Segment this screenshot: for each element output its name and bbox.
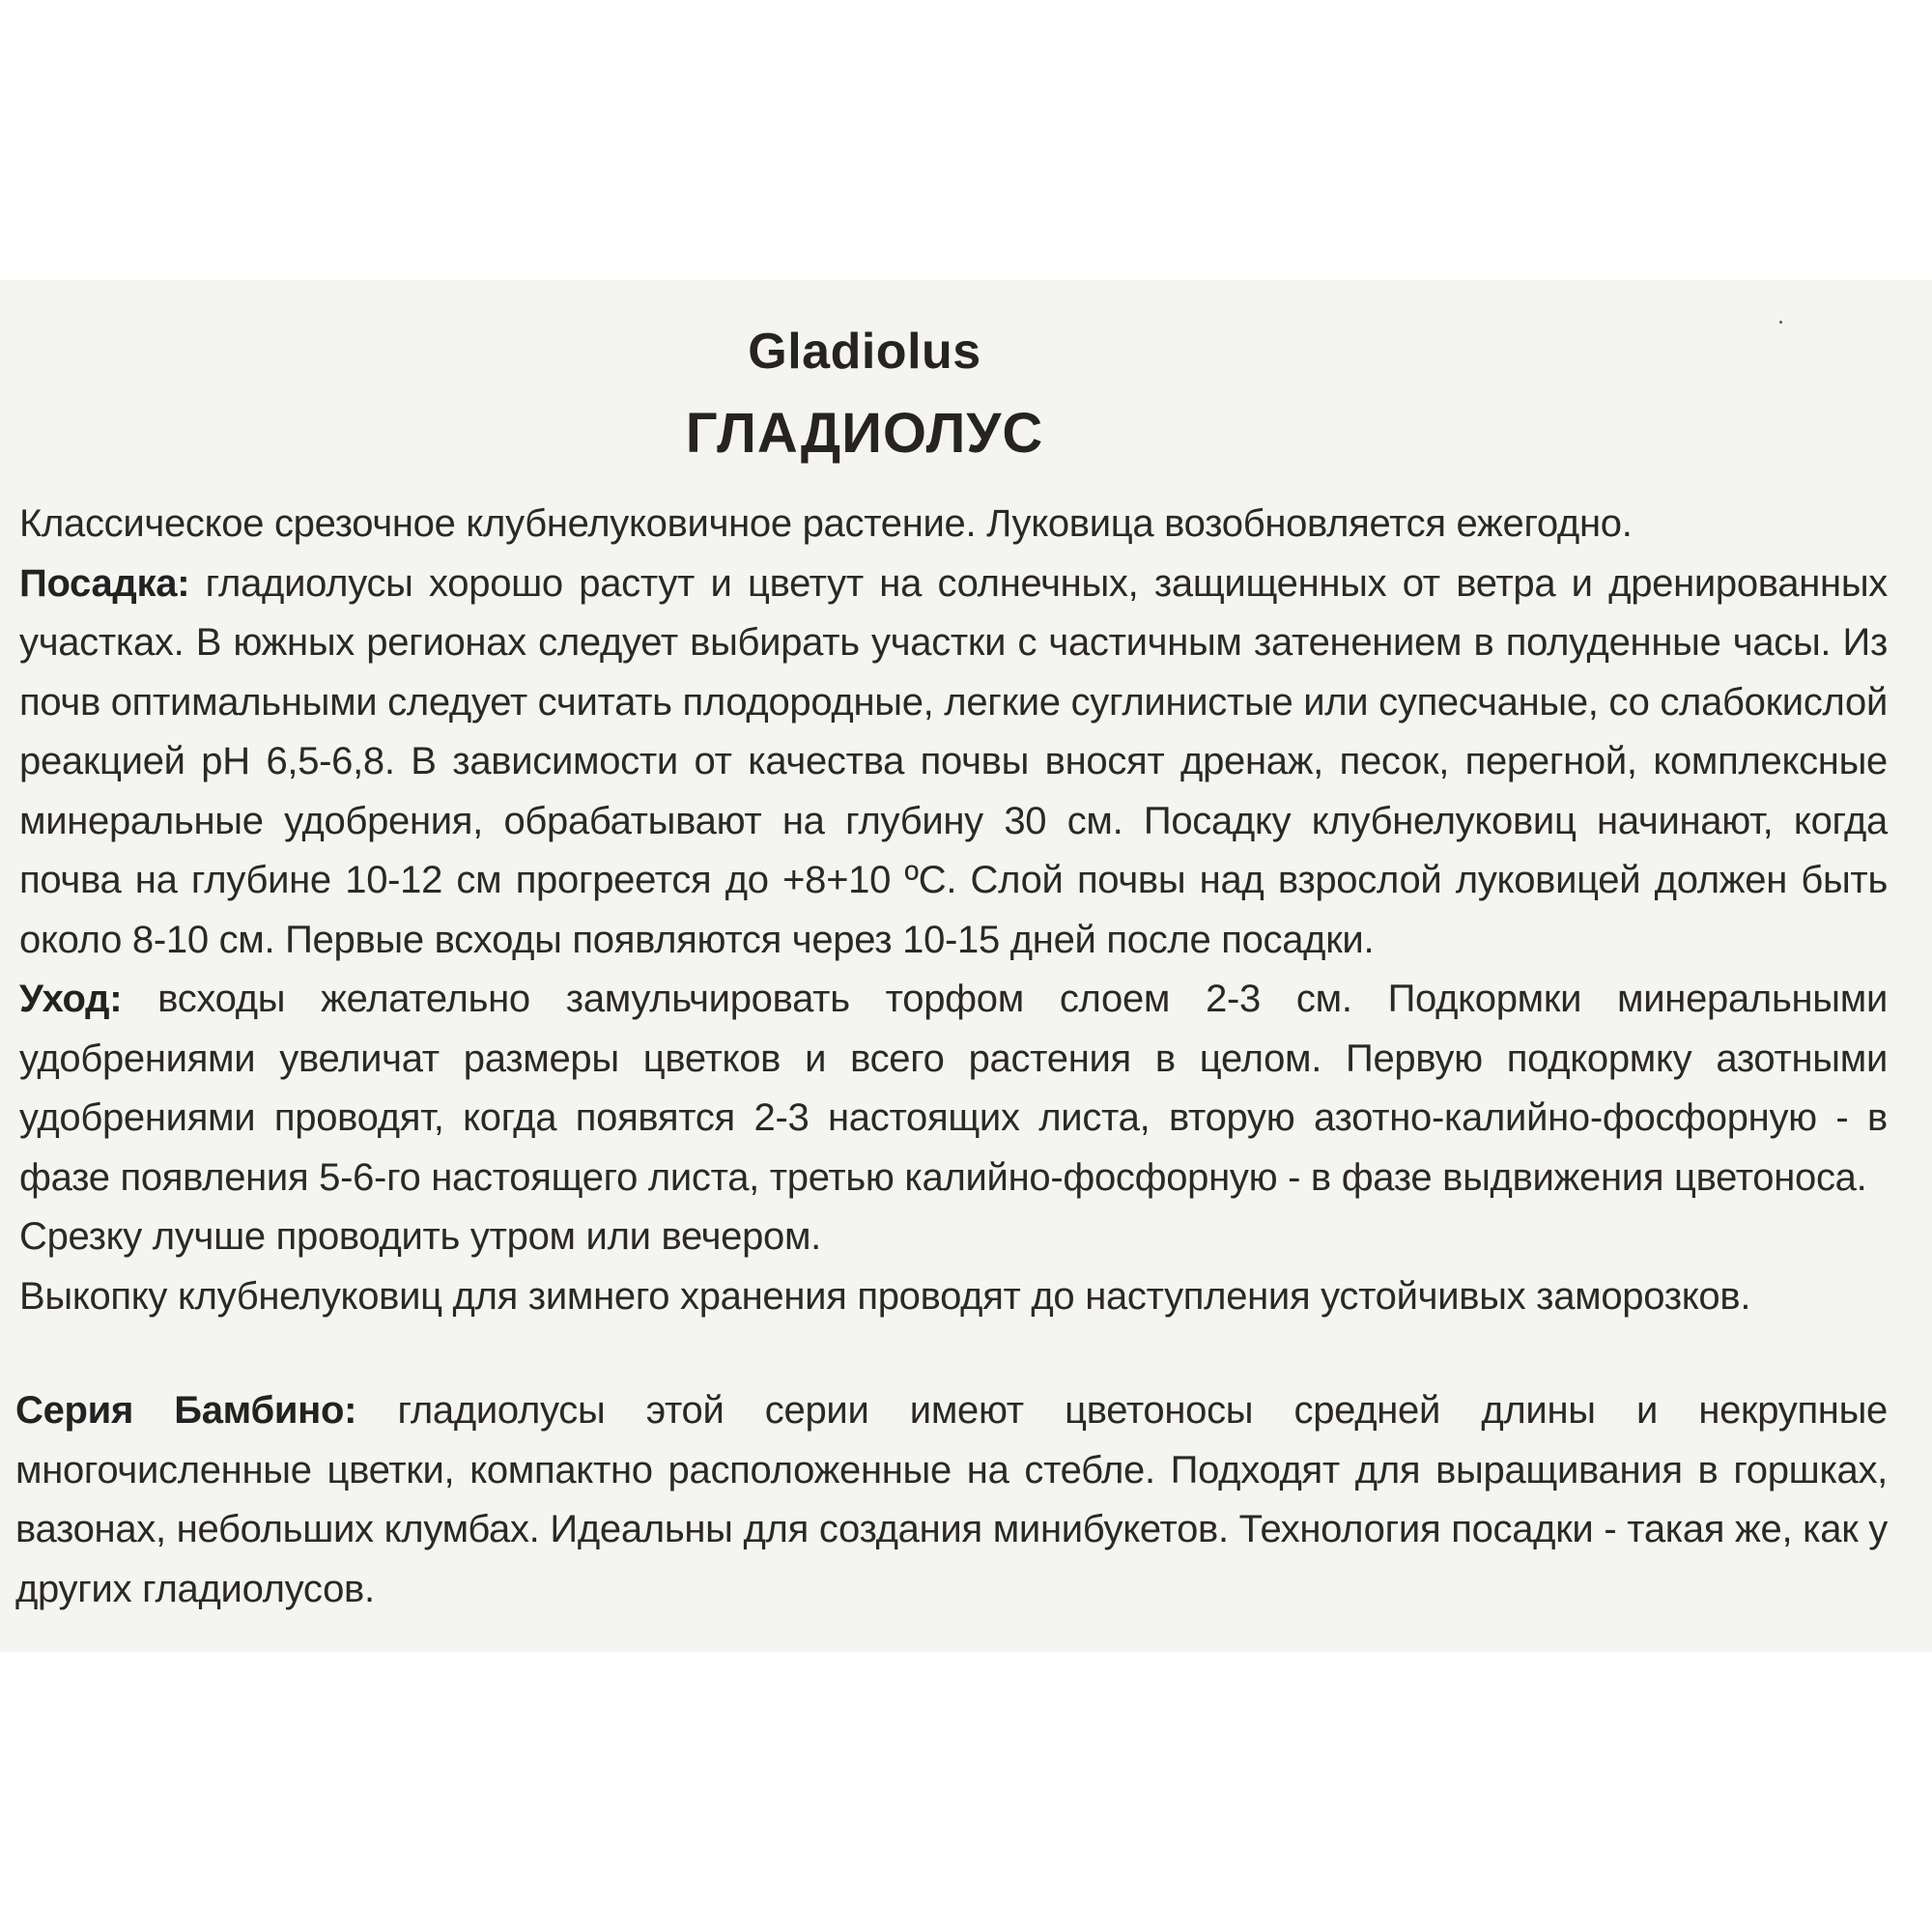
care-label: Уход:: [19, 978, 123, 1020]
care-instructions: [19, 495, 1888, 1326]
planting-label: Посадка:: [19, 561, 190, 605]
planting-text: гладиолусы хорошо растут и цветут на солнечных, защищенных от ветра и дренированных участках. В южных регионах следует выбирать участки с частичным затенением в полуденные часы. Из почв оптимальными следует считать плодородные, легкие суглинистые или супесчаные, со слабокислой реакцией рН 6,5-6,8. В зависимости от качества почвы вносят дренаж, песок, перегной, комплексные минеральные удобрения, обрабатывают на глубину 30 см. Посадку клубнелуковиц начинают, когда почва на глубине 10-12 см прогреется до +8+10 ºС. Слой почвы над взрослой луковицей должен быть около 8-10 см. Первые всходы появляются через 10-15 дней после посадки.: [19, 561, 1888, 961]
instruction-card: [0, 280, 1932, 1652]
title-latin: Gladiolus: [748, 324, 981, 380]
cutting-text: Срезку лучше проводить утром или вечером.: [19, 1215, 821, 1258]
paper-speck: [1779, 321, 1782, 324]
digging-text: Выкопку клубнелуковиц для зимнего хранения проводят до наступления устойчивых заморозков.: [19, 1274, 1751, 1318]
title-russian: ГЛАДИОЛУС: [685, 402, 1044, 465]
series-paragraph: [15, 1381, 1888, 1619]
care-paragraph: [19, 970, 1888, 1208]
intro-paragraph: [19, 495, 1888, 554]
digging-paragraph: [19, 1267, 1888, 1327]
cutting-paragraph: [19, 1208, 1888, 1267]
intro-text: Классическое срезочное клубнелуковичное растение. Луковица возобновляется ежегодно.: [19, 502, 1633, 545]
series-text: гладиолусы этой серии имеют цветоносы средней длины и некрупные многочисленные цветки, компактно расположенные на стебле. Подходят для выращивания в горшках, вазонах, небольших клумбах. Идеальны для создания минибукетов. Технология посадки - такая же, как у других гладиолусов.: [15, 1389, 1888, 1610]
planting-paragraph: [19, 554, 1888, 971]
care-text: всходы желательно замульчировать торфом слоем 2-3 см. Подкормки минеральными удобрениями увеличат размеры цветков и всего растения в целом. Первую подкормку азотными удобрениями проводят, когда появятся 2-3 настоящих листа, вторую азотно-калийно-фосфорную - в фазе появления 5-6-го настоящего листа, третью калийно-фосфорную - в фазе выдвижения цветоноса.: [19, 978, 1888, 1199]
series-label: Серия Бамбино:: [15, 1389, 357, 1432]
series-description: [15, 1381, 1888, 1619]
